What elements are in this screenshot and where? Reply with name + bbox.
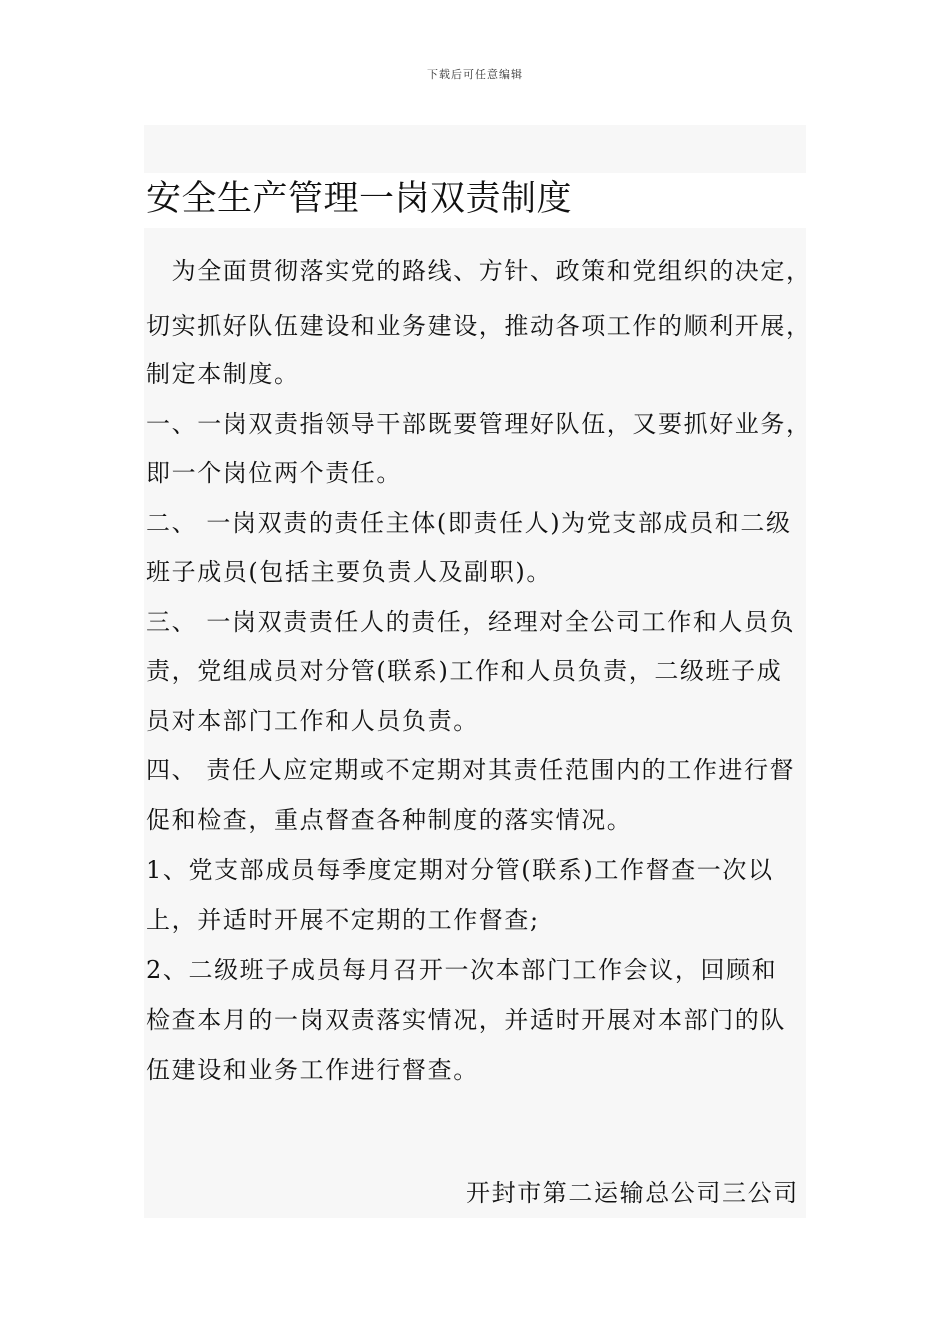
body-line: 促和检查，重点督查各种制度的落实情况。	[146, 806, 633, 834]
body-line: 员对本部门工作和人员负责。	[146, 707, 479, 735]
header-note: 下载后可任意编辑	[427, 68, 523, 81]
signature-organization: 开封市第二运输总公司三公司	[466, 1179, 799, 1207]
document-title: 安全生产管理一岗双责制度	[146, 179, 573, 219]
body-line: 上，并适时开展不定期的工作督查;	[146, 906, 540, 934]
body-line: 1、党支部成员每季度定期对分管(联系)工作督查一次以	[146, 856, 774, 884]
body-line: 为全面贯彻落实党的路线、方针、政策和党组织的决定，	[146, 257, 812, 285]
body-line: 伍建设和业务工作进行督查。	[146, 1056, 479, 1084]
body-line: 2、二级班子成员每月召开一次本部门工作会议，回顾和	[146, 956, 778, 984]
body-line: 制定本制度。	[146, 360, 300, 388]
body-line: 班子成员(包括主要负责人及副职)。	[146, 558, 552, 586]
body-line: 四、 责任人应定期或不定期对其责任范围内的工作进行督	[146, 756, 796, 784]
body-line: 即一个岗位两个责任。	[146, 459, 402, 487]
body-line: 二、 一岗双责的责任主体(即责任人)为党支部成员和二级	[146, 509, 792, 537]
body-line: 一、一岗双责指领导干部既要管理好队伍，又要抓好业务，	[146, 410, 812, 438]
body-line: 三、 一岗双责责任人的责任，经理对全公司工作和人员负	[146, 608, 796, 636]
body-line: 切实抓好队伍建设和业务建设，推动各项工作的顺利开展，	[146, 312, 812, 340]
body-line: 检查本月的一岗双责落实情况，并适时开展对本部门的队	[146, 1006, 786, 1034]
body-line: 责，党组成员对分管(联系)工作和人员负责，二级班子成	[146, 657, 783, 685]
top-shaded-band	[144, 125, 806, 173]
